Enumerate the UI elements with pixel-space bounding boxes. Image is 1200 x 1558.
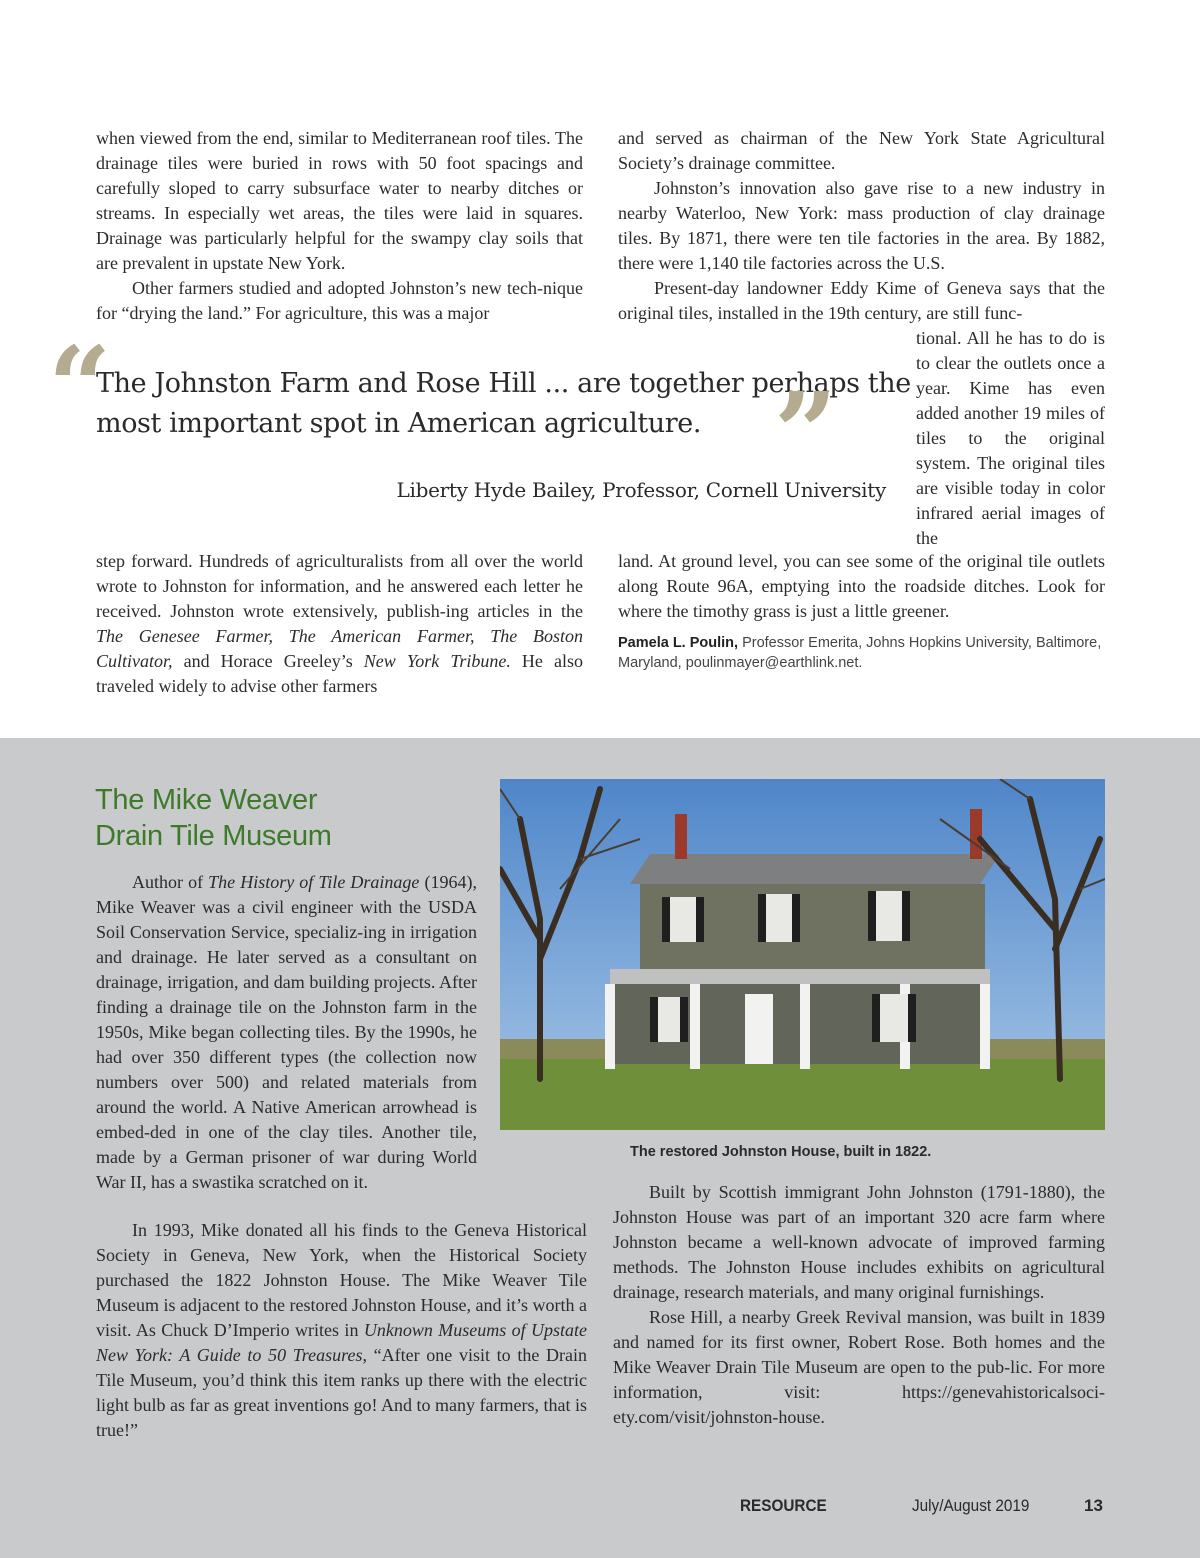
publication-titles: The Genesee Farmer, The American Farmer, The Boston Cultivator, <box>96 626 583 671</box>
text-run: step forward. Hundreds of agriculturalists from all over the world wrote to Johnston for information, and he answered each letter he received. Johnston wrote extensively, publish-ing articles in the <box>96 551 583 621</box>
paragraph: and served as chairman of the New York State Agricultural Society’s drainage committee. <box>618 128 1105 173</box>
paragraph: land. At ground level, you can see some of the original tile outlets along Route 96A, emptying into the roadside ditches. Look for where the timothy grass is just a little greener. <box>618 551 1105 621</box>
pull-quote-text: The Johnston Farm and Rose Hill ... are together perhaps the most important spot in American agriculture. <box>96 368 911 439</box>
book-title: Unknown Museums of Upstate New York: A Guide to 50 Treasures <box>96 1320 588 1365</box>
paragraph <box>96 549 583 699</box>
text-run: , “After one visit to the Drain Tile Museum, you’d think this item ranks up there with the electric light bulb as far as great inventions go! And to many farmers, that is true!” <box>96 1345 587 1440</box>
paragraph: when viewed from the end, similar to Mediterranean roof tiles. The drainage tiles were buried in rows with 50 foot spacings and carefully sloped to carry subsurface water to nearby ditches or streams. In especially wet areas, the tiles were laid in squares. Drainage was particularly helpful for the swampy clay soils that are prevalent in upstate New York. <box>96 128 583 273</box>
paragraph: Present-day landowner Eddy Kime of Geneva says that the original tiles, installed in the 19th century, are still func- <box>618 278 1105 323</box>
publication-name: RESOURCE <box>740 1496 827 1515</box>
publication-title: New York Tribune. <box>363 651 511 671</box>
article-column-left-continued <box>96 549 583 699</box>
paragraph: tional. All he has to do is to clear the outlets once a year. Kime has even added another 19 miles of tiles to the original system. The original tiles are visible today in color infrared aerial images of the <box>916 328 1105 548</box>
page-footer <box>0 1496 1200 1526</box>
paragraph <box>96 1218 587 1443</box>
text-run: and Horace Greeley’s <box>172 651 364 671</box>
sidebar-title <box>95 782 332 854</box>
article-column-right-continued <box>618 549 1105 624</box>
sidebar-column-left <box>96 870 477 1195</box>
paragraph: Built by Scottish immigrant John Johnston (1791-1880), the Johnston House was part of an important 320 acre farm where Johnston became a well-known advocate of improved farming methods. The Johnston House includes exhibits on agricultural drainage, research materials, and many original furnishings. <box>613 1182 1105 1302</box>
text-run: He also traveled widely to advise other farmers <box>96 651 584 696</box>
paragraph: Johnston’s innovation also gave rise to a new industry in nearby Waterloo, New York: mass production of clay drainage tiles. By 1871, there were ten tile factories in the area. By 1882, there were 1,140 tile factories across the U.S. <box>618 178 1105 273</box>
close-quote-mark: ” <box>774 368 838 497</box>
issue-date: July/August 2019 <box>912 1496 1030 1515</box>
text-run: In 1993, Mike donated all his finds to the Geneva Historical Society in Geneva, New York, when the Historical Society purchased the 1822 Johnston House. The Mike Weaver Tile Museum is adjacent to the restored Johnston House, and it’s worth a visit. As Chuck D’Imperio writes in <box>96 1220 587 1340</box>
article-column-wrap <box>916 326 1105 551</box>
article-column-left <box>96 126 583 326</box>
text-run: Author of <box>132 872 209 892</box>
page-number: 13 <box>1084 1496 1103 1515</box>
author-byline <box>618 633 1105 673</box>
pull-quote-attribution: Liberty Hyde Bailey, Professor, Cornell University <box>396 478 886 502</box>
paragraph: Rose Hill, a nearby Greek Revival mansion, was built in 1839 and named for its first owner, Robert Rose. Both homes and the Mike Weaver Drain Tile Museum are open to the pub-lic. For more information, visit: https://genevahistoricalsoci-ety.com/visit/johnston-house. <box>613 1307 1105 1427</box>
title-line: The Mike Weaver <box>95 784 318 816</box>
article-column-right <box>618 126 1105 326</box>
paragraph: Other farmers studied and adopted Johnston’s new tech-nique for “drying the land.” For agriculture, this was a major <box>96 278 583 323</box>
sidebar-column-left-lower <box>96 1218 587 1443</box>
house-illustration <box>500 779 1105 1130</box>
paragraph <box>96 870 477 1195</box>
sidebar-column-right <box>613 1180 1105 1430</box>
johnston-house-photo <box>500 779 1105 1130</box>
open-quote-mark: “ <box>48 322 112 451</box>
title-line: Drain Tile Museum <box>95 820 332 852</box>
text-run: (1964), Mike Weaver was a civil engineer with the USDA Soil Conservation Service, specializ-ing in irrigation and drainage. He later served as a consultant on drainage, irrigation, and dam building projects. After finding a drainage tile on the Johnston farm in the 1950s, Mike began collecting tiles. By the 1990s, he had over 350 different types (the collection now numbers over 500) and related materials from around the world. A Native American arrowhead is embed-ded in one of the clay tiles. Another tile, made by a German prisoner of war during World War II, has a swastika scratched on it. <box>96 872 477 1192</box>
sidebar-box <box>0 738 1200 1558</box>
photo-caption: The restored Johnston House, built in 1822. <box>630 1144 932 1160</box>
author-details: Professor Emerita, Johns Hopkins University, Baltimore, Maryland, poulinmayer@earthlink.net. <box>618 635 1102 671</box>
author-name: Pamela L. Poulin, <box>618 635 739 651</box>
book-title: The History of Tile Drainage <box>208 872 420 892</box>
